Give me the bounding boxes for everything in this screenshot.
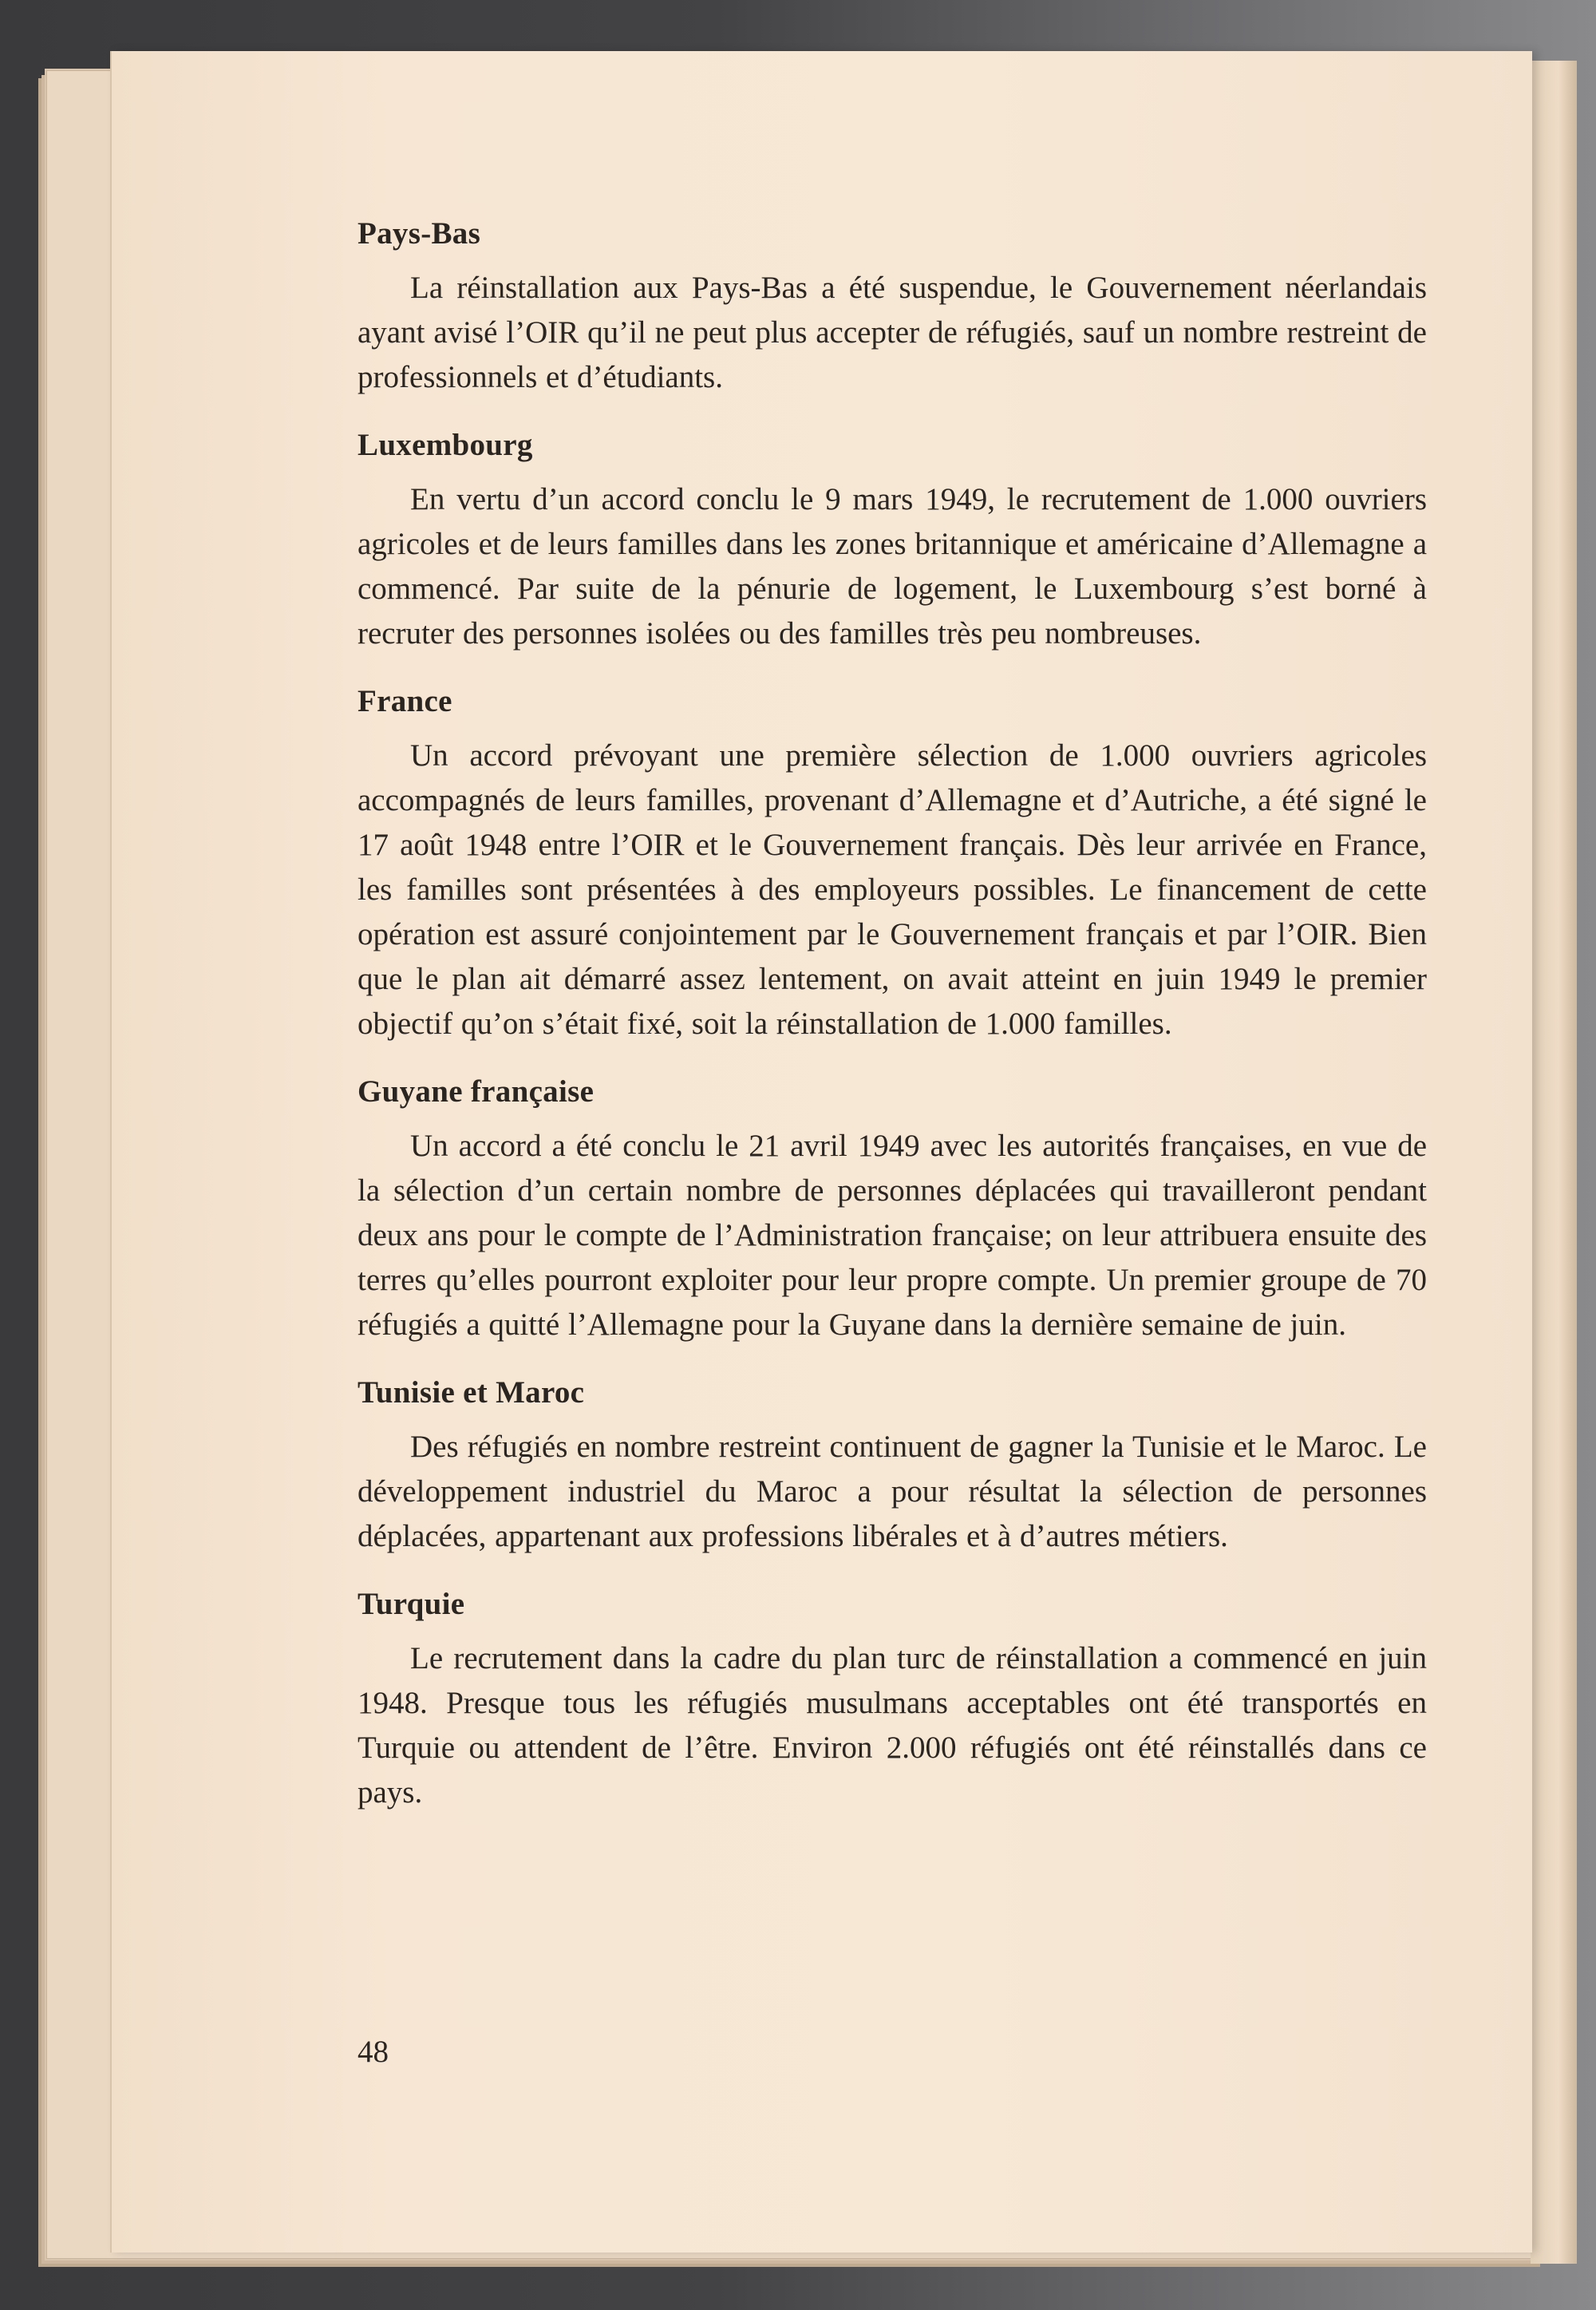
section-paragraph-tunisie-et-maroc: Des réfugiés en nombre restreint continuent de gagner la Tunisie et le Maroc. Le développement industriel du Maroc a pour résultat la sélection de personnes déplacées, appartenant aux professions libérales et à d’autres métiers.	[358, 1430, 1427, 1553]
facing-page-edge	[1531, 61, 1577, 2264]
section-heading-france: France	[358, 684, 452, 718]
section-heading-tunisie-et-maroc: Tunisie et Maroc	[358, 1375, 585, 1410]
section-paragraph-luxembourg: En vertu d’un accord conclu le 9 mars 1949, le recrutement de 1.000 ouvriers agricoles et de leurs familles dans les zones britannique et américaine d’Allemagne a commencé. Par suite de la pénurie de logement, le Luxembourg s’est borné à recruter des personnes isolées ou des familles très peu nombreuses.	[358, 482, 1427, 651]
section-paragraph-turquie: Le recrutement dans la cadre du plan turc de réinstallation a commencé en juin 1948. Presque tous les réfugiés musulmans acceptables ont été transportés en Turquie ou attendent de l’être. Environ 2.000 réfugiés ont été réinstallés dans ce pays.	[358, 1641, 1427, 1810]
section-heading-guyane-francaise: Guyane française	[358, 1074, 595, 1109]
page-text-body	[358, 216, 1427, 1842]
section-heading-pays-bas: Pays-Bas	[358, 216, 481, 251]
section-paragraph-france: Un accord prévoyant une première sélection de 1.000 ouvriers agricoles accompagnés de leurs familles, provenant d’Allemagne et d’Autriche, a été signé le 17 août 1948 entre l’OIR et le Gouvernement français. Dès leur arrivée en France, les familles sont présentées à des employeurs possibles. Le financement de cette opération est assuré conjointement par le Gouvernement français et par l’OIR. Bien que le plan ait démarré assez lentement, on avait atteint en juin 1949 le premier objectif qu’on s’était fixé, soit la réinstallation de 1.000 familles.	[358, 738, 1427, 1041]
section-heading-turquie: Turquie	[358, 1587, 465, 1621]
section-paragraph-guyane-francaise: Un accord a été conclu le 21 avril 1949 avec les autorités françaises, en vue de la sélection d’un certain nombre de personnes déplacées qui travailleront pendant deux ans pour le compte de l’Administration française; on leur attribuera ensuite des terres qu’elles pourront exploiter pour leur propre compte. Un premier groupe de 70 réfugiés a quitté l’Allemagne pour la Guyane dans la dernière semaine de juin.	[358, 1129, 1427, 1342]
section-heading-luxembourg: Luxembourg	[358, 428, 533, 462]
page-number: 48	[358, 2035, 389, 2069]
section-paragraph-pays-bas: La réinstallation aux Pays-Bas a été suspendue, le Gouvernement néerlandais ayant avisé l’OIR qu’il ne peut plus accepter de réfugiés, sauf un nombre restreint de professionnels et d’étudiants.	[358, 271, 1427, 394]
